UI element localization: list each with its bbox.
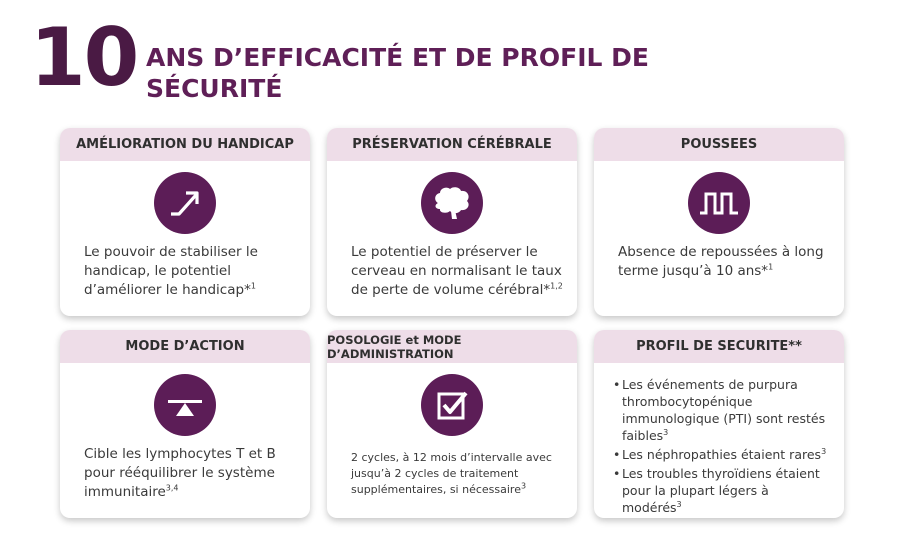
card-text: Absence de repoussées à long terme jusqu’à 10 ans*$^1$ [618,244,824,279]
card-title: AMÉLIORATION DU HANDICAP [60,128,310,161]
list-item: • Les troubles thyroïdiens étaient pour la plupart légers à modérés$^3$ [614,465,832,516]
card-title: POSOLOGIE et MODE D’ADMINISTRATION [327,330,577,363]
balance-icon [154,374,216,436]
title-line-1: ANS D’EFFICACITÉ ET DE PROFIL DE [146,43,649,72]
title-line-2: SÉCURITÉ [146,74,283,103]
card-handicap [60,128,310,316]
brain-icon [421,172,483,234]
checkbox-icon [421,374,483,436]
page-title [146,42,649,104]
square-wave-icon [688,172,750,234]
big-number: 10 [30,11,138,104]
card-text: Le potentiel de préserver le cerveau en normalisant le taux de perte de volume cérébral*$^{1,2}$ [351,244,563,298]
rising-arrow-icon [154,172,216,234]
list-item: • Les néphropathies étaient rares$^3$ [614,446,832,463]
card-title: PROFIL DE SECURITE** [594,330,844,363]
card-text: Cible les lymphocytes T et B pour rééquilibrer le système immunitaire$^{3,4}$ [84,446,276,500]
card-posologie [327,330,577,518]
list-item: • Les événements de purpura thrombocytopénique immunologique (PTI) sont restés faibles$^3$ [614,376,832,444]
card-poussees [594,128,844,316]
card-text: 2 cycles, à 12 mois d’intervalle avec jusqu’à 2 cycles de traitement supplémentaires, si nécessaire$^3$ [351,451,552,496]
card-text: Le pouvoir de stabiliser le handicap, le potentiel d’améliorer le handicap*$^1$ [84,244,258,298]
card-title: PRÉSERVATION CÉRÉBRALE [327,128,577,161]
card-mode-action [60,330,310,518]
card-title: MODE D’ACTION [60,330,310,363]
card-securite [594,330,844,518]
card-preservation [327,128,577,316]
safety-list [614,376,832,518]
card-title: POUSSEES [594,128,844,161]
